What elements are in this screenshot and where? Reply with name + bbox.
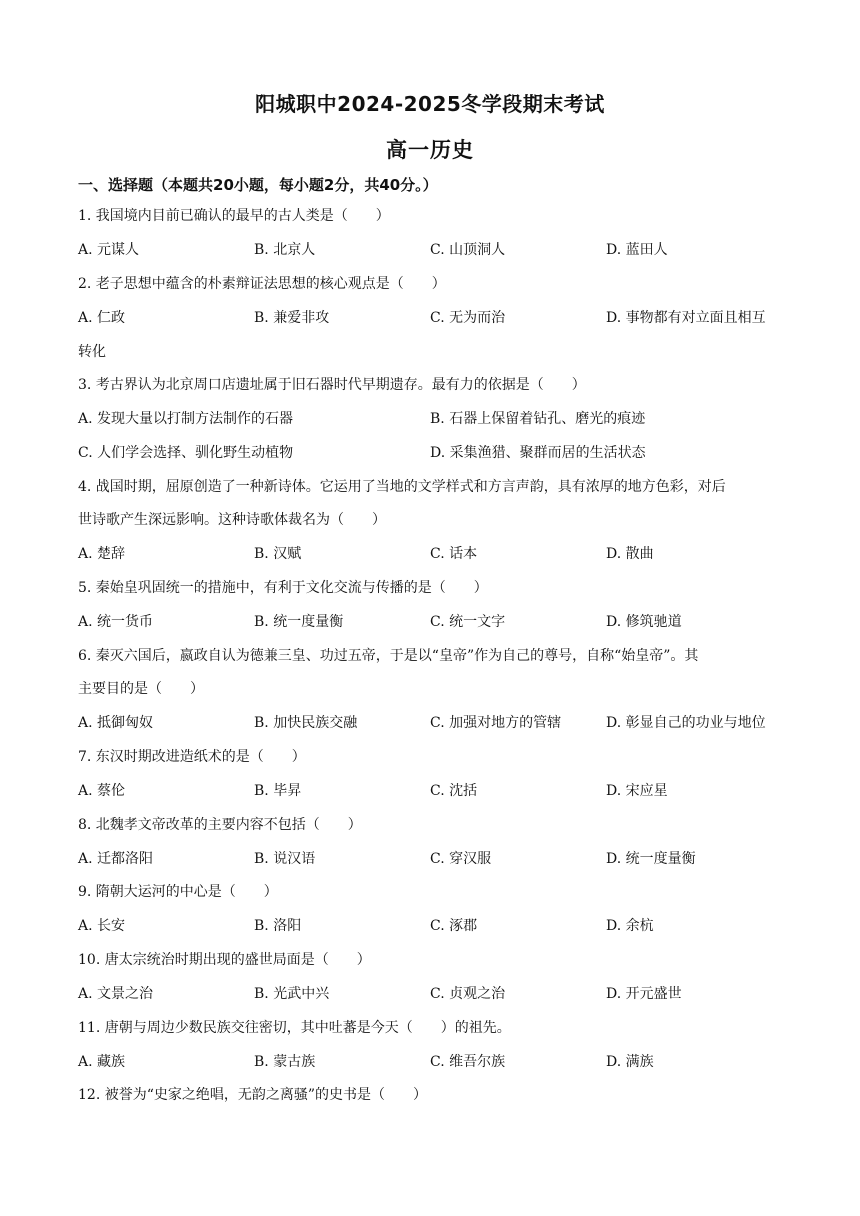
question-2-option-d-continued: 转化 [78,344,106,360]
question-3-stem: 3. 考古界认为北京周口店遗址属于旧石器时代早期遗存。最有力的依据是（ ） [78,377,586,393]
question-10-stem: 10. 唐太宗统治时期出现的盛世局面是（ ） [78,952,371,968]
question-7-option-d: D. 宋应星 [606,783,668,799]
question-4-option-b: B. 汉赋 [254,546,302,562]
exam-subject: 高一历史 [386,138,474,162]
question-8-option-a: A. 迁都洛阳 [78,851,154,867]
question-1-option-a: A. 元谋人 [78,242,140,258]
question-1-option-b: B. 北京人 [254,242,316,258]
exam-title: 阳城职中2024-2025冬学段期末考试 [255,92,605,116]
question-8-option-c: C. 穿汉服 [430,851,492,867]
question-1-option-d: D. 蓝田人 [606,242,668,258]
question-2-option-a: A. 仁政 [78,310,126,326]
question-12-stem: 12. 被誉为“史家之绝唱，无韵之离骚”的史书是（ ） [78,1087,428,1103]
question-5-option-b: B. 统一度量衡 [254,614,344,630]
question-7-stem: 7. 东汉时期改进造纸术的是（ ） [78,749,306,765]
question-6-option-d: D. 彰显自己的功业与地位 [606,715,766,731]
question-11-option-b: B. 蒙古族 [254,1054,316,1070]
question-10-option-a: A. 文景之治 [78,986,154,1002]
question-4-stem-line-2: 世诗歌产生深远影响。这种诗歌体裁名为（ ） [78,512,386,528]
question-5-stem: 5. 秦始皇巩固统一的措施中，有利于文化交流与传播的是（ ） [78,580,488,596]
question-9-option-d: D. 余杭 [606,918,654,934]
question-11-stem: 11. 唐朝与周边少数民族交往密切，其中吐蕃是今天（ ）的祖先。 [78,1020,511,1036]
question-3-option-d: D. 采集渔猎、聚群而居的生活状态 [430,445,646,461]
question-4-stem-line-1: 4. 战国时期，屈原创造了一种新诗体。它运用了当地的文学样式和方言声韵，具有浓厚的地方色彩，对后 [78,479,726,495]
question-9-option-a: A. 长安 [78,918,126,934]
question-1-option-c: C. 山顶洞人 [430,242,506,258]
question-2-option-b: B. 兼爱非攻 [254,310,330,326]
question-6-stem-line-1: 6. 秦灭六国后，嬴政自认为德兼三皇、功过五帝，于是以“皇帝”作为自己的尊号，自称“始皇帝”。其 [78,648,699,664]
question-7-option-a: A. 蔡伦 [78,783,126,799]
question-3-option-b: B. 石器上保留着钻孔、磨光的痕迹 [430,411,646,427]
question-9-option-c: C. 涿郡 [430,918,478,934]
question-10-option-c: C. 贞观之治 [430,986,506,1002]
question-4-option-a: A. 楚辞 [78,546,126,562]
question-7-option-b: B. 毕昇 [254,783,302,799]
question-9-stem: 9. 隋朝大运河的中心是（ ） [78,884,278,900]
question-11-option-d: D. 满族 [606,1054,654,1070]
question-2-option-d: D. 事物都有对立面且相互 [606,310,766,326]
question-7-option-c: C. 沈括 [430,783,478,799]
question-10-option-d: D. 开元盛世 [606,986,682,1002]
question-5-option-d: D. 修筑驰道 [606,614,682,630]
question-8-option-d: D. 统一度量衡 [606,851,696,867]
question-5-option-c: C. 统一文字 [430,614,506,630]
question-9-option-b: B. 洛阳 [254,918,302,934]
question-11-option-a: A. 藏族 [78,1054,126,1070]
question-6-option-c: C. 加强对地方的管辖 [430,715,562,731]
question-2-option-c: C. 无为而治 [430,310,506,326]
question-8-option-b: B. 说汉语 [254,851,316,867]
section-heading: 一、选择题（本题共20小题，每小题2分，共40分。） [78,176,438,194]
question-3-option-c: C. 人们学会选择、驯化野生动植物 [78,445,294,461]
question-5-option-a: A. 统一货币 [78,614,154,630]
question-1-stem: 1. 我国境内目前已确认的最早的古人类是（ ） [78,208,390,224]
question-6-option-a: A. 抵御匈奴 [78,715,154,731]
question-4-option-d: D. 散曲 [606,546,654,562]
question-3-option-a: A. 发现大量以打制方法制作的石器 [78,411,294,427]
question-6-option-b: B. 加快民族交融 [254,715,358,731]
question-8-stem: 8. 北魏孝文帝改革的主要内容不包括（ ） [78,817,362,833]
question-10-option-b: B. 光武中兴 [254,986,330,1002]
question-2-stem: 2. 老子思想中蕴含的朴素辩证法思想的核心观点是（ ） [78,276,446,292]
question-6-stem-line-2: 主要目的是（ ） [78,681,204,697]
question-11-option-c: C. 维吾尔族 [430,1054,506,1070]
question-4-option-c: C. 话本 [430,546,478,562]
